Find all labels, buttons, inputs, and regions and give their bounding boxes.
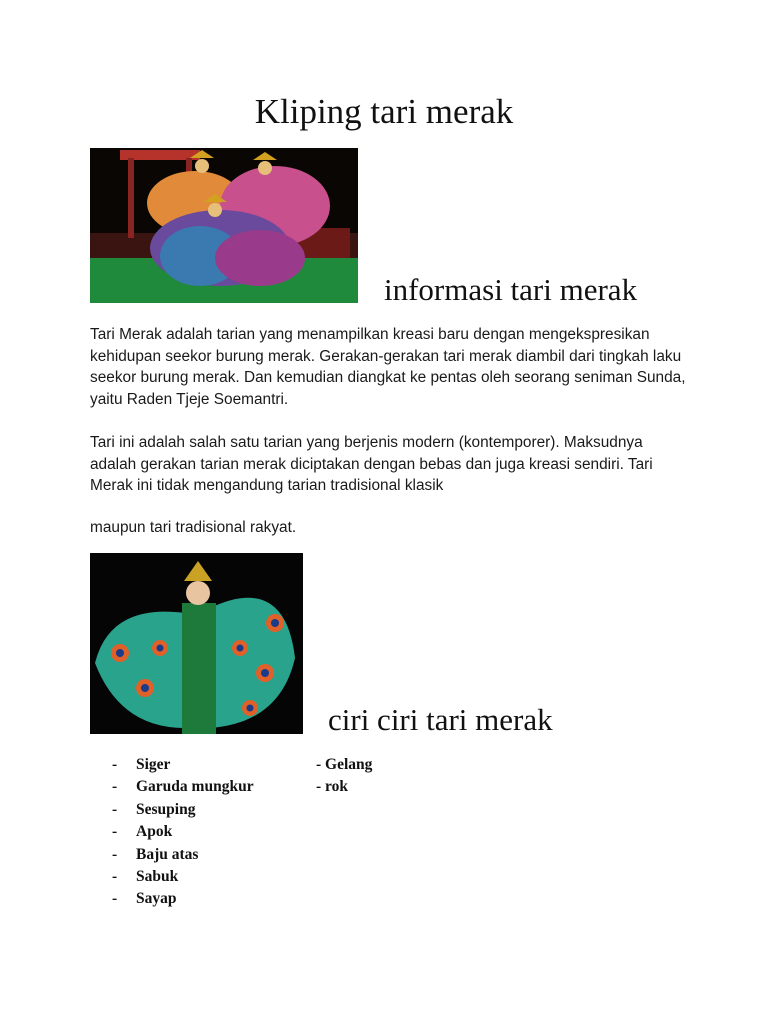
list-item xyxy=(112,799,254,821)
paragraph-2: Tari ini adalah salah satu tarian yang berjenis modern (kontemporer). Maksudnya adalah gerakan tarian merak diciptakan dengan bebas dan juga kreasi sendiri. Tari Merak ini tidak mengandung tarian tradisional klasik xyxy=(90,434,653,494)
peacock-dancers-group-photo xyxy=(90,148,358,303)
peacock-dancer-green-costume-photo xyxy=(90,553,303,734)
paragraph-3: maupun tari tradisional rakyat. xyxy=(90,519,297,536)
ciri-list-left xyxy=(112,754,254,911)
list-bullet: - xyxy=(112,867,118,885)
list-bullet: - xyxy=(112,823,118,841)
list-item-label: Garuda mungkur xyxy=(136,778,254,796)
section-heading-informasi: informasi tari merak xyxy=(384,272,638,307)
list-bullet: - xyxy=(112,778,118,796)
list-item-label: Sesuping xyxy=(136,800,196,818)
list-item: - rok xyxy=(316,778,349,796)
list-item xyxy=(112,866,254,888)
list-item: - Gelang xyxy=(316,756,373,773)
list-item xyxy=(112,776,254,798)
paragraph-1: Tari Merak adalah tarian yang menampilkan kreasi baru dengan mengekspresikan kehidupan seekor burung merak. Gerakan-gerakan tari merak diambil dari tingkah laku seekor burung merak. Dan kemudian diangkat ke pentas oleh seorang seniman Sunda, yaitu Raden Tjeje Soemantri. xyxy=(90,326,686,408)
list-bullet: - xyxy=(112,890,118,908)
list-item-label: Sayap xyxy=(136,890,177,908)
list-item xyxy=(112,821,254,843)
list-item xyxy=(112,844,254,866)
list-bullet: - xyxy=(112,845,118,863)
ciri-list-right xyxy=(316,754,372,799)
list-bullet: - xyxy=(112,756,118,773)
document-title: Kliping tari merak xyxy=(254,92,514,131)
section-heading-ciri: ciri ciri tari merak xyxy=(328,702,553,737)
list-item-label: Apok xyxy=(136,823,173,841)
list-item xyxy=(112,754,254,776)
list-item-label: Siger xyxy=(136,756,171,773)
list-item-label: Baju atas xyxy=(136,845,199,863)
list-item-label: Sabuk xyxy=(136,867,179,885)
list-bullet: - xyxy=(112,800,118,818)
list-item xyxy=(112,888,254,910)
